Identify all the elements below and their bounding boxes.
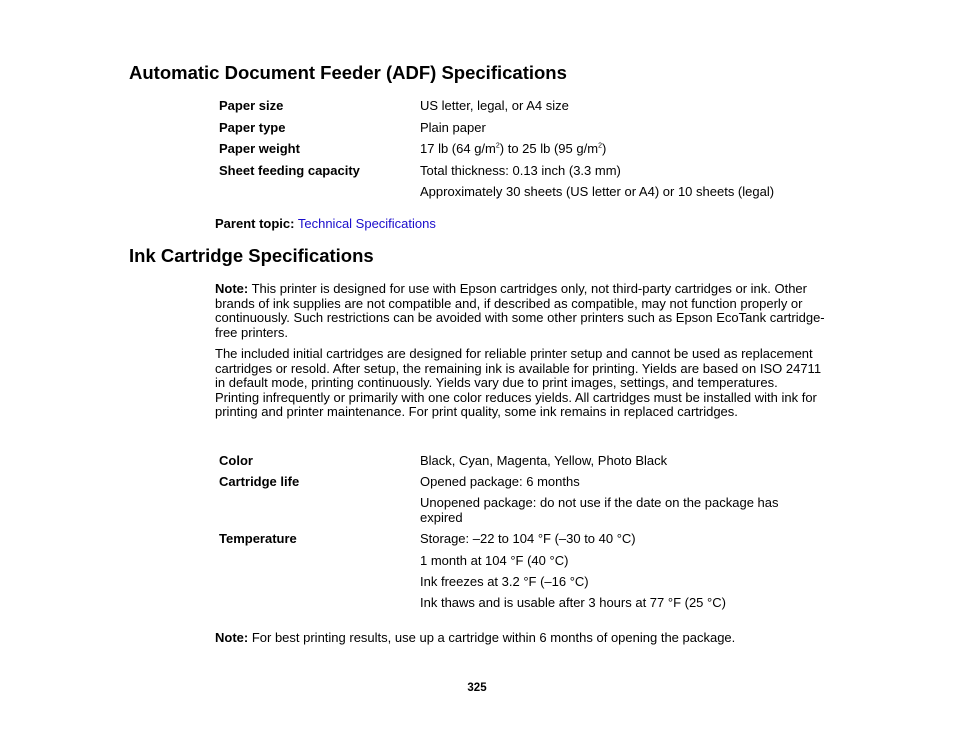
page-number: 325	[467, 682, 487, 694]
spec-value: Opened package: 6 months	[420, 474, 580, 489]
note-text: This printer is designed for use with Epson cartridges only, not third-party cartridges or ink. Other brands of ink supplies are not compatible and, if described as compatible, may not function properly or continuously. Such restrictions can be avoided with some other printers such as Epson EcoTank cartridge-free printers.	[215, 281, 825, 340]
parent-topic-link[interactable]: Technical Specifications	[297, 216, 436, 231]
parent-topic-label: Parent topic:	[215, 216, 295, 231]
spec-value: US letter, legal, or A4 size	[420, 98, 569, 113]
spec-value: 17 lb (64 $g/m^2$) to 25 lb (95 $g/m^2$)	[420, 141, 607, 156]
spec-label: Temperature	[219, 531, 297, 546]
spec-value: Storage: –22 to 104 °F (–30 to 40 °C)	[420, 531, 636, 546]
spec-value: Total thickness: 0.13 inch (3.3 mm)	[420, 163, 621, 178]
spec-value: Unopened package: do not use if the date on the package has expired	[420, 495, 779, 525]
spec-value: Plain paper	[420, 120, 486, 135]
spec-label: Paper weight	[219, 141, 300, 156]
parent-topic	[215, 217, 825, 232]
spec-value: Ink thaws and is usable after 3 hours at 77 °F (25 °C)	[420, 595, 726, 610]
note-best-results	[215, 631, 825, 646]
note-text: For best printing results, use up a cartridge within 6 months of opening the package.	[248, 630, 736, 645]
note-compatibility	[215, 282, 825, 340]
spec-label: Color	[219, 453, 253, 468]
spec-label: Paper size	[219, 98, 284, 113]
ink-heading: Ink Cartridge Specifications	[129, 245, 374, 266]
yield-paragraph: The included initial cartridges are designed for reliable printer setup and cannot be used as replacement cartridges or resold. After setup, the remaining ink is available for printing. Yields are based on ISO 24711 in default mode, printing continuously. Yields vary due to print images, settings, and temperatures. Printing infrequently or primarily with one color reduces yields. All cartridges must be installed with ink for printing and printer maintenance. For print quality, some ink remains in replaced cartridges.	[215, 346, 822, 420]
adf-heading: Automatic Document Feeder (ADF) Specifications	[129, 62, 567, 83]
spec-label: Paper type	[219, 120, 286, 135]
spec-label: Sheet feeding capacity	[219, 163, 360, 178]
spec-value: Ink freezes at 3.2 °F (–16 °C)	[420, 574, 589, 589]
note-label: Note:	[215, 630, 249, 645]
spec-label: Cartridge life	[219, 474, 300, 489]
spec-value: Approximately 30 sheets (US letter or A4) or 10 sheets (legal)	[420, 184, 775, 199]
spec-value: 1 month at 104 °F (40 °C)	[420, 553, 569, 568]
note-label: Note:	[215, 281, 249, 296]
spec-value: Black, Cyan, Magenta, Yellow, Photo Black	[420, 453, 668, 468]
